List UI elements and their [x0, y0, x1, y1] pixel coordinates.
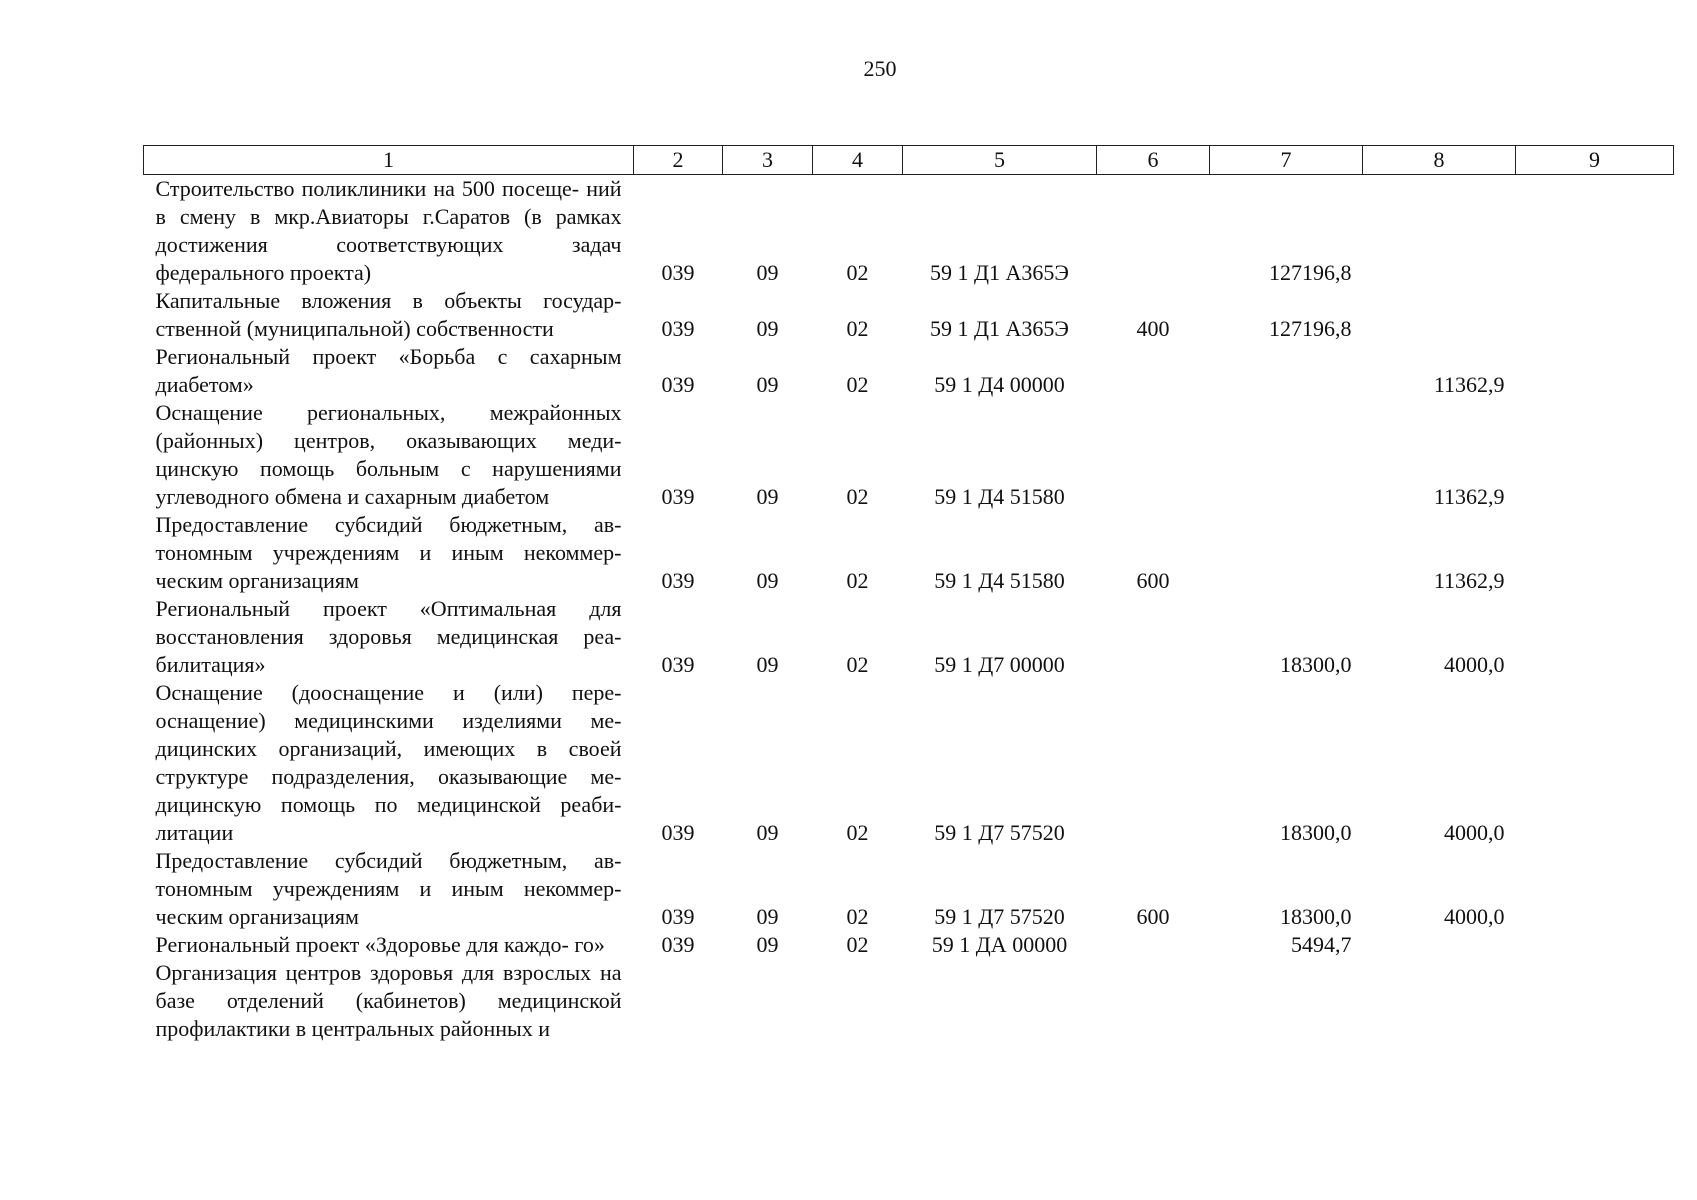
amount-col8-cell — [1363, 175, 1516, 288]
item-name-cell — [144, 511, 634, 595]
item-name-line: Предоставление субсидий бюджетным, ав- — [155, 512, 622, 537]
item-name-line: ственной (муниципальной) собственности — [155, 316, 554, 341]
expense-type-cell — [1097, 343, 1210, 399]
subsection-code-cell: 02 — [846, 932, 869, 957]
amount-col9-cell — [1516, 511, 1674, 595]
column-header-2: 2 — [634, 146, 723, 175]
amount-col9-cell — [1516, 959, 1674, 1043]
table-row — [144, 679, 1674, 847]
column-header-8: 8 — [1363, 146, 1516, 175]
item-name-line: дицинскую помощь по медицинской реаби- — [155, 792, 622, 817]
amount-col8-cell: 4000,0 — [1444, 652, 1505, 677]
amount-col7-cell — [1210, 399, 1363, 511]
expense-type-cell — [1097, 679, 1210, 847]
item-name-line: цинскую помощь больным с нарушениями — [155, 456, 622, 481]
amount-col8-cell — [1363, 931, 1516, 959]
ministry-code-cell: 039 — [661, 484, 695, 509]
item-name-line: го» — [574, 932, 605, 957]
item-name-line: структуре подразделения, оказывающие ме- — [155, 764, 622, 789]
table-row — [144, 931, 1674, 959]
ministry-code-cell: 039 — [661, 316, 695, 341]
table-row — [144, 399, 1674, 511]
subsection-code-cell: 02 — [846, 652, 869, 677]
item-name-line: на базе отделений (кабинетов) медицинской — [155, 960, 622, 1013]
amount-col7-cell: 18300,0 — [1280, 652, 1352, 677]
subsection-code-cell: 02 — [846, 484, 869, 509]
amount-col9-cell — [1516, 399, 1674, 511]
item-name-cell — [144, 959, 634, 1043]
item-name-line: Строительство поликлиники на 500 посеще- — [155, 176, 580, 201]
item-name-line: Региональный проект «Борьба с сахарным — [155, 344, 622, 369]
expense-type-cell: 400 — [1136, 316, 1170, 341]
ministry-code-cell — [634, 959, 723, 1043]
table-body — [144, 175, 1674, 1044]
item-name-line: восстановления здоровья медицинская реа- — [155, 624, 622, 649]
section-code-cell: 09 — [756, 484, 779, 509]
table-row — [144, 175, 1674, 288]
amount-col8-cell — [1363, 287, 1516, 343]
column-header-9: 9 — [1516, 146, 1674, 175]
amount-col8-cell: 11362,9 — [1433, 484, 1505, 509]
target-article-cell — [903, 959, 1097, 1043]
column-header-1: 1 — [144, 146, 634, 175]
item-name-cell — [144, 931, 634, 959]
item-name-cell — [144, 679, 634, 847]
amount-col7-cell: 5494,7 — [1291, 932, 1352, 957]
amount-col7-cell — [1210, 959, 1363, 1043]
section-code-cell: 09 — [756, 652, 779, 677]
item-name-line: Региональный проект «Здоровье для каждо- — [155, 932, 569, 957]
expense-type-cell — [1097, 595, 1210, 679]
ministry-code-cell: 039 — [661, 372, 695, 397]
amount-col9-cell — [1516, 847, 1674, 931]
table-header-row — [144, 146, 1674, 175]
target-article-cell: 59 1 Д7 57520 — [934, 820, 1065, 845]
section-code-cell: 09 — [756, 904, 779, 929]
table-row — [144, 595, 1674, 679]
amount-col7-cell: 18300,0 — [1280, 904, 1352, 929]
page-number: 250 — [863, 56, 897, 81]
target-article-cell: 59 1 Д4 51580 — [934, 484, 1065, 509]
column-header-7: 7 — [1210, 146, 1363, 175]
item-name-cell — [144, 343, 634, 399]
item-name-cell — [144, 595, 634, 679]
amount-col8-cell: 4000,0 — [1444, 904, 1505, 929]
amount-col8-cell — [1363, 959, 1516, 1043]
expense-type-cell: 600 — [1136, 568, 1170, 593]
amount-col8-cell: 4000,0 — [1444, 820, 1505, 845]
section-code-cell — [723, 959, 813, 1043]
ministry-code-cell: 039 — [661, 932, 695, 957]
ministry-code-cell: 039 — [661, 652, 695, 677]
target-article-cell: 59 1 Д1 А365Э — [930, 316, 1069, 341]
target-article-cell: 59 1 Д4 51580 — [934, 568, 1065, 593]
ministry-code-cell: 039 — [661, 260, 695, 285]
item-name-line: оснащение) медицинскими изделиями ме- — [155, 708, 622, 733]
amount-col9-cell — [1516, 931, 1674, 959]
subsection-code-cell: 02 — [846, 372, 869, 397]
item-name-line: Оснащение (дооснащение и (или) пере- — [155, 680, 622, 705]
item-name-line: Оснащение региональных, межрайонных — [155, 400, 622, 425]
item-name-line: ческим организациям — [155, 568, 359, 593]
table-row — [144, 959, 1674, 1043]
item-name-line: профилактики в центральных районных и — [155, 1016, 551, 1041]
item-name-cell — [144, 287, 634, 343]
item-name-cell — [144, 399, 634, 511]
amount-col7-cell — [1210, 511, 1363, 595]
section-code-cell: 09 — [756, 316, 779, 341]
column-header-3: 3 — [723, 146, 813, 175]
amount-col9-cell — [1516, 175, 1674, 288]
ministry-code-cell: 039 — [661, 904, 695, 929]
budget-table — [143, 145, 1674, 1043]
target-article-cell: 59 1 ДА 00000 — [931, 932, 1068, 957]
expense-type-cell — [1097, 931, 1210, 959]
subsection-code-cell: 02 — [846, 820, 869, 845]
item-name-line: Капитальные вложения в объекты государ- — [155, 288, 622, 313]
amount-col7-cell: 18300,0 — [1280, 820, 1352, 845]
item-name-line: ческим организациям — [155, 904, 359, 929]
table-row — [144, 511, 1674, 595]
target-article-cell: 59 1 Д7 57520 — [934, 904, 1065, 929]
column-header-5: 5 — [903, 146, 1097, 175]
amount-col7-cell: 127196,8 — [1269, 260, 1352, 285]
amount-col9-cell — [1516, 343, 1674, 399]
amount-col9-cell — [1516, 595, 1674, 679]
expense-type-cell: 600 — [1136, 904, 1170, 929]
subsection-code-cell: 02 — [846, 260, 869, 285]
item-name-cell — [144, 847, 634, 931]
table-row — [144, 847, 1674, 931]
section-code-cell: 09 — [756, 932, 779, 957]
ministry-code-cell: 039 — [661, 568, 695, 593]
subsection-code-cell — [813, 959, 903, 1043]
section-code-cell: 09 — [756, 372, 779, 397]
amount-col7-cell: 127196,8 — [1269, 316, 1352, 341]
subsection-code-cell: 02 — [846, 904, 869, 929]
item-name-line: литации — [155, 820, 234, 845]
amount-col8-cell: 11362,9 — [1433, 568, 1505, 593]
item-name-line: билитация» — [155, 652, 266, 677]
amount-col8-cell: 11362,9 — [1433, 372, 1505, 397]
target-article-cell: 59 1 Д4 00000 — [934, 372, 1065, 397]
item-name-line: федерального проекта) — [155, 260, 372, 285]
amount-col7-cell — [1210, 343, 1363, 399]
amount-col9-cell — [1516, 679, 1674, 847]
item-name-line: дицинских организаций, имеющих в своей — [155, 736, 622, 761]
ministry-code-cell: 039 — [661, 820, 695, 845]
item-name-line: ний в смену в мкр.Авиаторы г.Саратов (в — [155, 176, 622, 229]
item-name-line: Предоставление субсидий бюджетным, ав- — [155, 848, 622, 873]
item-name-line: (районных) центров, оказывающих меди- — [155, 428, 622, 453]
expense-type-cell — [1097, 175, 1210, 288]
item-name-line: углеводного обмена и сахарным диабетом — [155, 484, 550, 509]
target-article-cell: 59 1 Д7 00000 — [934, 652, 1065, 677]
item-name-line: тономным учреждениям и иным некоммер- — [155, 876, 622, 901]
target-article-cell: 59 1 Д1 А365Э — [930, 260, 1069, 285]
expense-type-cell — [1097, 959, 1210, 1043]
item-name-line: Организация центров здоровья для взрослых — [155, 960, 592, 985]
item-name-line: диабетом» — [155, 372, 254, 397]
subsection-code-cell: 02 — [846, 568, 869, 593]
item-name-line: Региональный проект «Оптимальная для — [155, 596, 622, 621]
expense-type-cell — [1097, 399, 1210, 511]
table-row — [144, 343, 1674, 399]
item-name-line: рамках достижения соответствующих задач — [155, 204, 622, 257]
column-header-6: 6 — [1097, 146, 1210, 175]
column-header-4: 4 — [813, 146, 903, 175]
item-name-line: тономным учреждениям и иным некоммер- — [155, 540, 622, 565]
section-code-cell: 09 — [756, 820, 779, 845]
item-name-cell — [144, 175, 634, 288]
section-code-cell: 09 — [756, 260, 779, 285]
section-code-cell: 09 — [756, 568, 779, 593]
amount-col9-cell — [1516, 287, 1674, 343]
subsection-code-cell: 02 — [846, 316, 869, 341]
table-row — [144, 287, 1674, 343]
